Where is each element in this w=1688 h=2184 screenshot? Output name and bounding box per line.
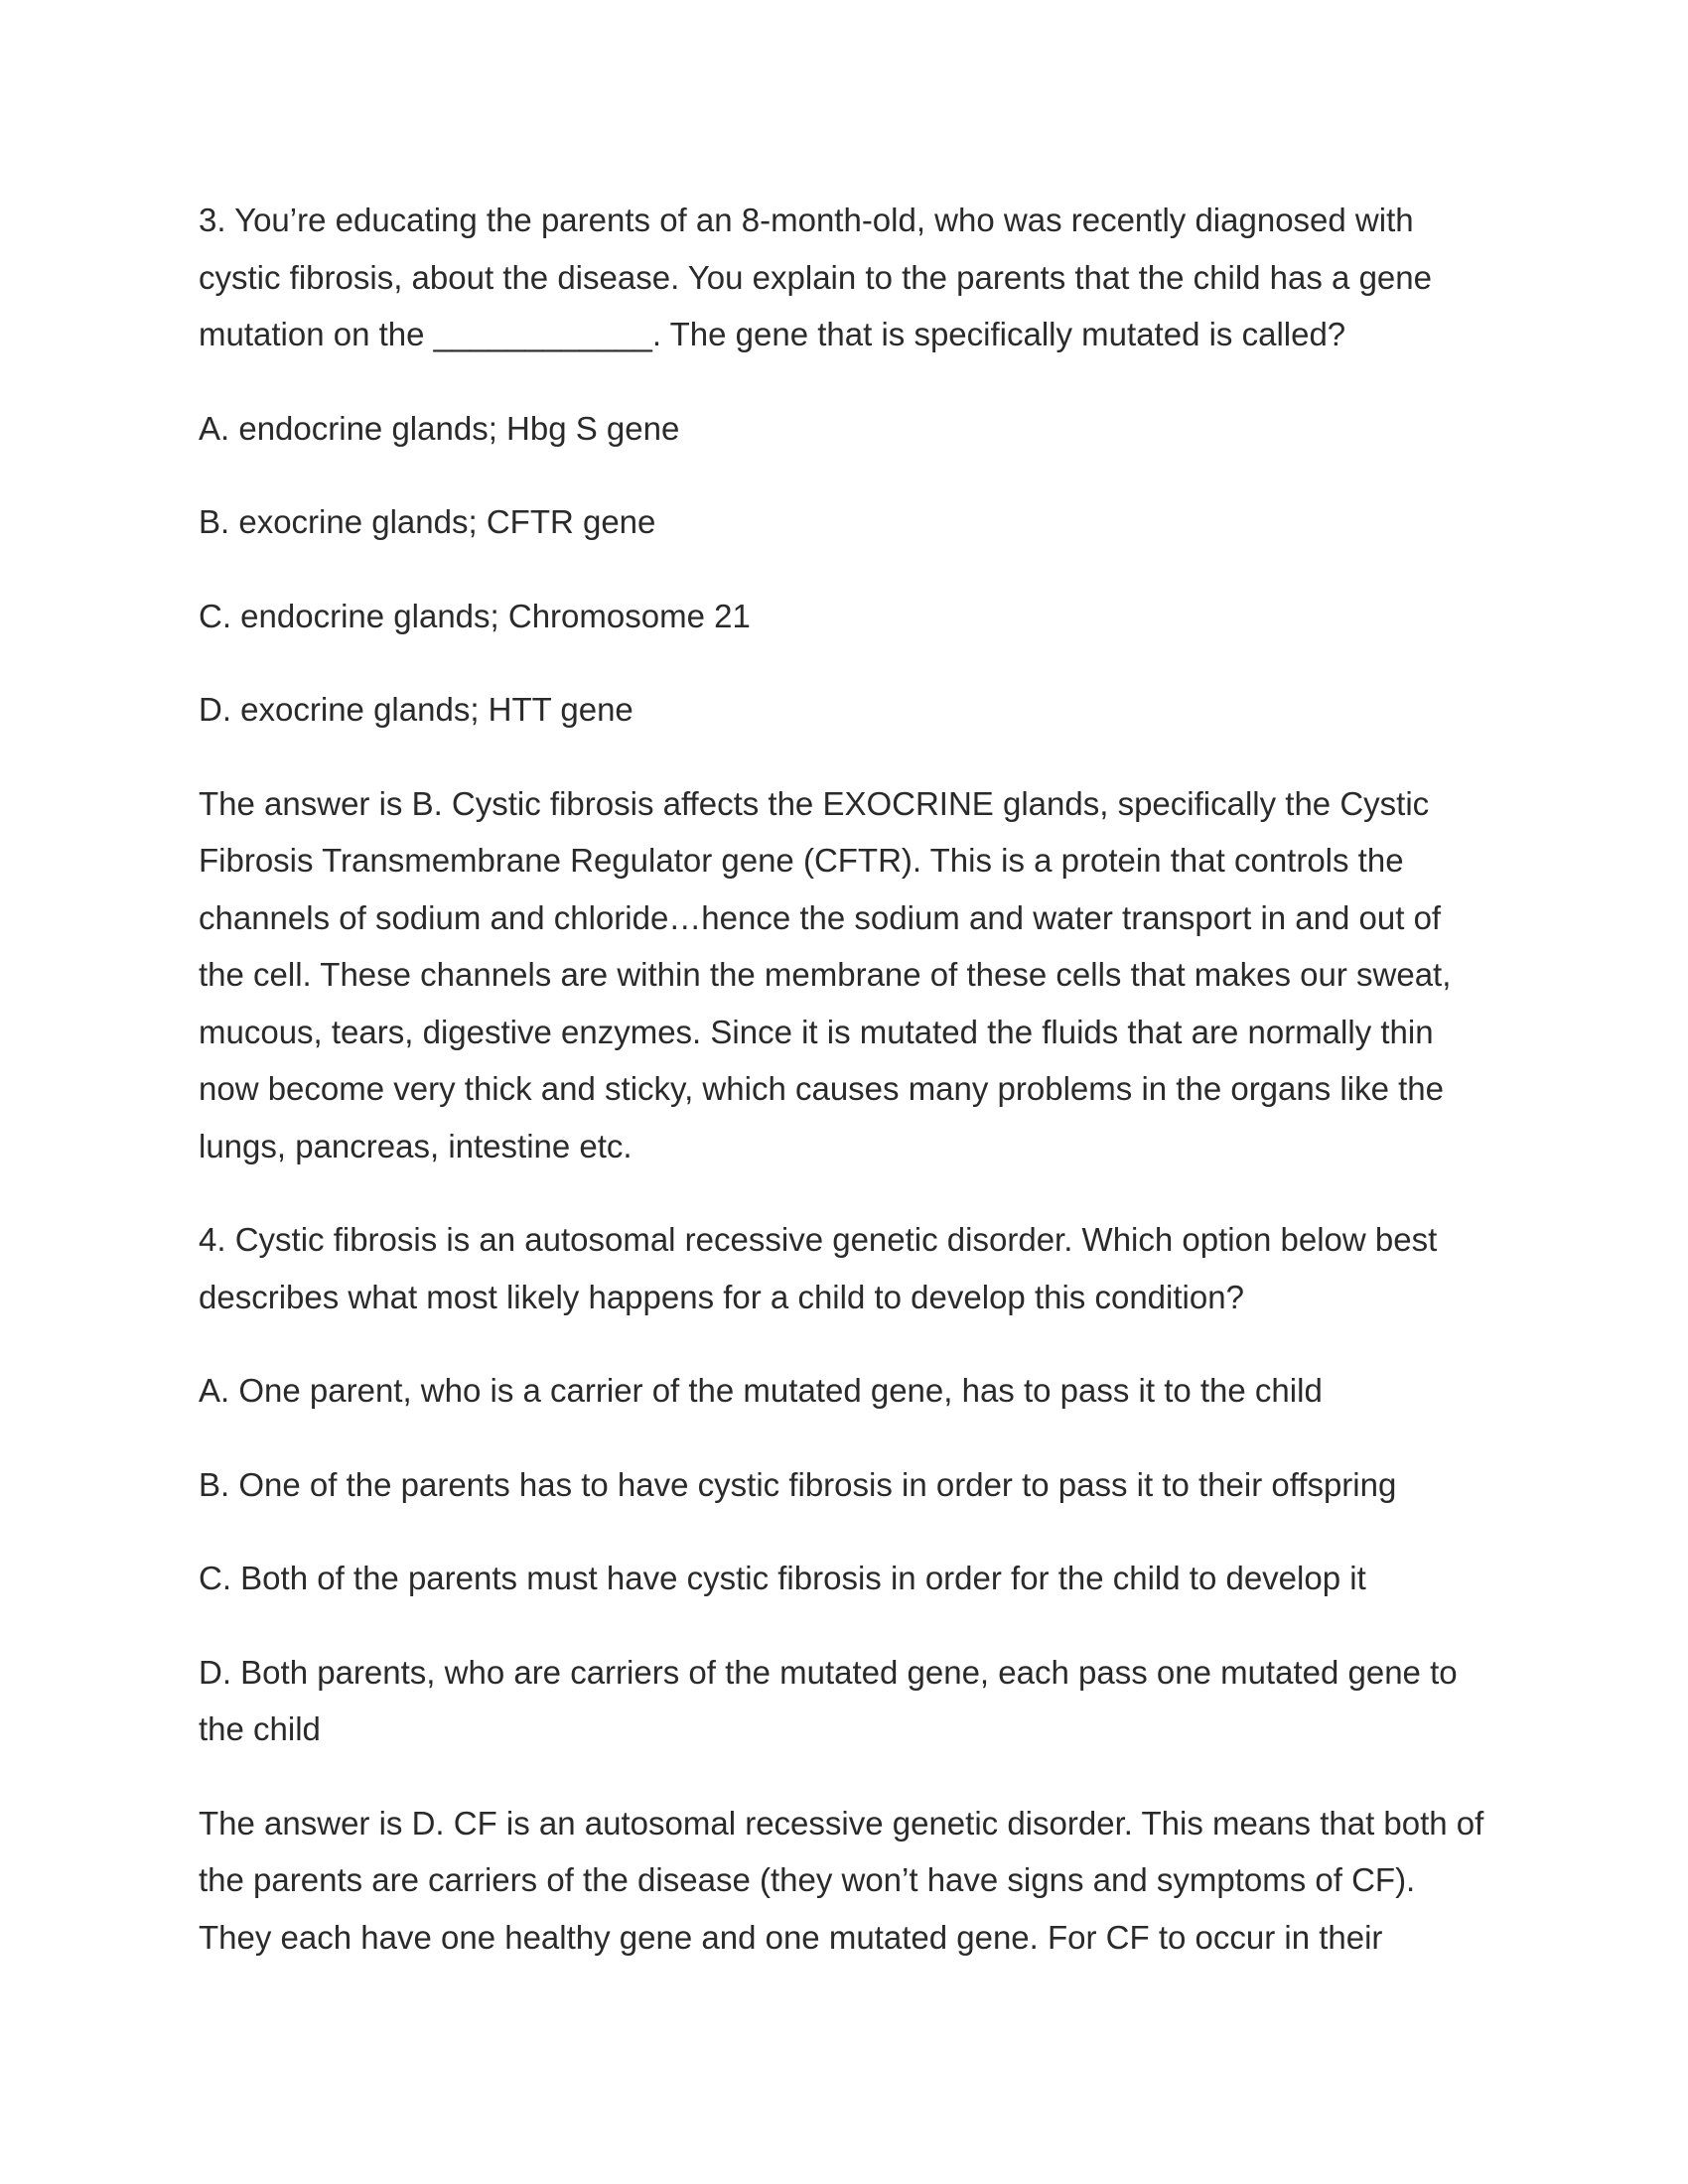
question-4-stem: 4. Cystic fibrosis is an autosomal recessive genetic disorder. Which option below best describes what most likely happens for a child to develop this condition? — [199, 1221, 1438, 1315]
question-4-option-b: B. One of the parents has to have cystic fibrosis in order to pass it to their offspring — [199, 1465, 1397, 1503]
question-4-option-a: A. One parent, who is a carrier of the mutated gene, has to pass it to the child — [199, 1372, 1323, 1409]
question-3-option-c: C. endocrine glands; Chromosome 21 — [199, 597, 751, 634]
question-3-option-b: B. exocrine glands; CFTR gene — [199, 503, 656, 540]
question-4-option-c: C. Both of the parents must have cystic fibrosis in order for the child to develop it — [199, 1560, 1366, 1596]
question-3-answer: The answer is B. Cystic fibrosis affects the EXOCRINE glands, specifically the Cystic Fibrosis Transmembrane Regulator gene (CFTR). This is a protein that controls the channels of sodium and chloride…hence the sodium and water transport in and out of the cell. These channels are within the membrane of these cells that makes our sweat, mucous, tears, digestive enzymes. Since it is mutated the fluids that are normally thin now become very thick and sticky, which causes many problems in the organs like the lungs, pancreas, intestine etc. — [199, 784, 1452, 1164]
question-4-answer: The answer is D. CF is an autosomal recessive genetic disorder. This means that both of the parents are carriers of the disease (they won’t have signs and symptoms of CF). They each have one healthy gene and one mutated gene. For CF to occur in their — [199, 1804, 1484, 1956]
document-page — [199, 192, 1489, 2002]
question-3-option-a: A. endocrine glands; Hbg S gene — [199, 409, 680, 447]
question-3-stem: 3. You’re educating the parents of an 8-month-old, who was recently diagnosed with cystic fibrosis, about the disease. You explain to the parents that the child has a gene mutation on the ____________. The gene that is specifically mutated is called? — [199, 202, 1432, 352]
question-3-option-d: D. exocrine glands; HTT gene — [199, 691, 633, 728]
question-4-option-d: D. Both parents, who are carriers of the mutated gene, each pass one mutated gene to the child — [199, 1653, 1458, 1747]
